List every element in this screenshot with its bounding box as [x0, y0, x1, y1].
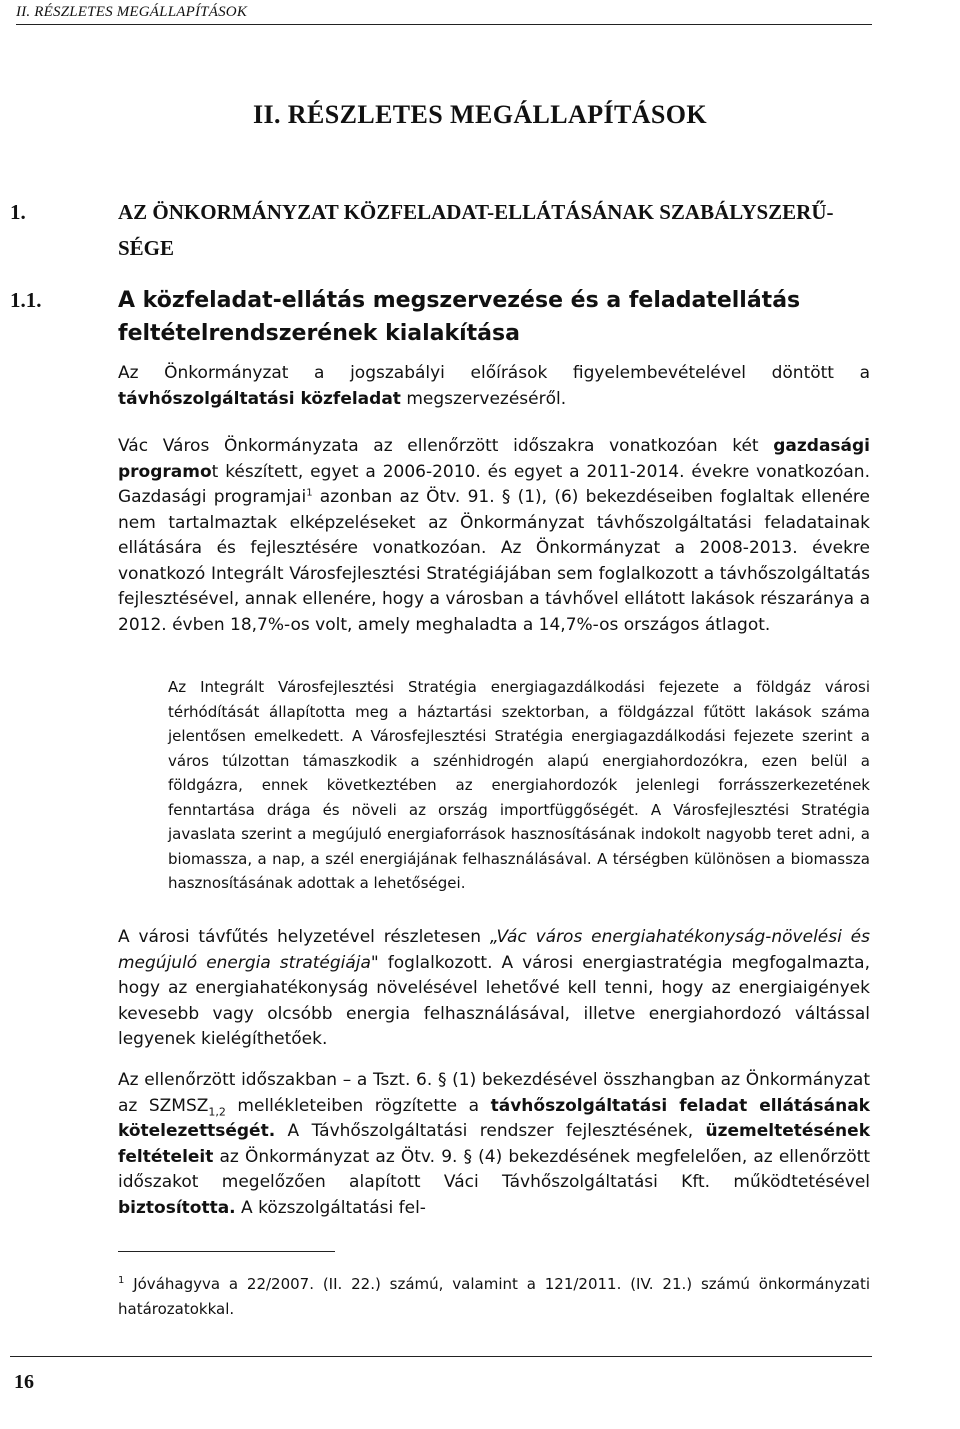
page-footer-divider: [10, 1356, 872, 1357]
section-title: AZ ÖNKORMÁNYZAT KÖZFELADAT-ELLÁTÁSÁNAK SZABÁLYSZERŰ-SÉGE: [118, 200, 834, 260]
subsection-title: A közfeladat-ellátás megszervezése és a feladatellátás feltételrendszerének kialakítása: [118, 288, 801, 346]
paragraph-3: A városi távfűtés helyzetével részletesen „Vác város energiahatékonyság-növelési és megújuló energia stratégiája" foglalkozott. A városi energiastratégia megfogalmazta, hogy az energiahatékonyság növelésével lehetővé kell tenni, hogy az energiaigények kevesebb vagy olcsóbb energia felhasználásával, illetve energiahordozó váltással legyenek kielégíthetőek.: [118, 927, 871, 1049]
chapter-title: II. RÉSZLETES MEGÁLLAPÍTÁSOK: [252, 100, 708, 129]
footnote-divider: [118, 1251, 335, 1252]
section-number: 1.: [10, 200, 26, 224]
paragraph-4: Az ellenőrzött időszakban – a Tszt. 6. § (1) bekezdésével összhangban az Önkormányzat az $SZMSZ_{1,2}$ mellékleteiben rögzítette a távhőszolgáltatási feladat ellátásának kötelezettségét. A Távhőszolgáltatási rendszer fejlesztésének, üzemeltetésének feltételeit az Önkormányzat az Ötv. 9. § (4) bekezdésének megfelelően, az ellenőrzött időszakot megelőzően alapított Váci Távhőszolgáltatási Kft. működtetésével biztosította. A közszolgáltatási fel-: [118, 1070, 870, 1218]
footnote-reference: 1: [306, 487, 313, 499]
indented-quote: Az Integrált Városfejlesztési Stratégia energiagazdálkodási fejezete a földgáz városi térhódítását állapította meg a háztartási szektorban, a földgázzal fűtött lakások száma jelentősen emelkedett. A Városfejlesztési Stratégia energiagazdálkodási fejezete szerint a város túlzottan támaszkodik a szénhidrogén alapú energiahordozókra, ezen belül a földgázra, ennek következtében az energiahordozók jelenlegi forrásszerkezetének fenntartása drága és növeli az ország importfüggőségét. A Városfejlesztési Stratégia javaslata szerint a megújuló energiaforrások hasznosításának indokolt nagyobb teret adni, a biomassza, a nap, a szél energiájának felhasználásával. A térségben különösen a biomassza hasznosításának adottak a lehetőségei.: [168, 678, 870, 892]
subsection-number: 1.1.: [10, 288, 42, 312]
footnote-mark: 1: [118, 1275, 125, 1286]
paragraph-2: Vác Város Önkormányzata az ellenőrzött időszakra vonatkozóan két gazdasági programot készített, egyet a 2006-2010. és egyet a 2011-2014. évekre vonatkozóan. Gazdasági programjai$^1$ azonban az Ötv. 91. § (1), (6) bekezdéseiben foglaltak ellenére nem tartalmaztak elképzeléseket az Önkormányzat távhőszolgáltatási feladatainak ellátására és fejlesztésére vonatkozóan. Az Önkormányzat a 2008-2013. évekre vonatkozó Integrált Városfejlesztési Stratégiájában sem foglalkozott a távhőszolgáltatás fejlesztésével, annak ellenére, hogy a városban a távhővel ellátott lakások részaránya a 2012. évben 18,7%-os volt, amely meghaladta a 14,7%-os országos átlagot.: [118, 436, 870, 635]
paragraph-1: Az Önkormányzat a jogszabályi előírások figyelembevételével döntött a távhőszolgáltatási közfeladat megszervezéséről.: [118, 363, 870, 409]
footnote: $^1$ Jóváhagyva a 22/2007. (II. 22.) számú, valamint a 121/2011. (IV. 21.) számú önkormányzati határozatokkal.: [118, 1275, 870, 1318]
page-number: 16: [14, 1371, 34, 1393]
running-header: II. RÉSZLETES MEGÁLLAPÍTÁSOK: [16, 4, 872, 25]
